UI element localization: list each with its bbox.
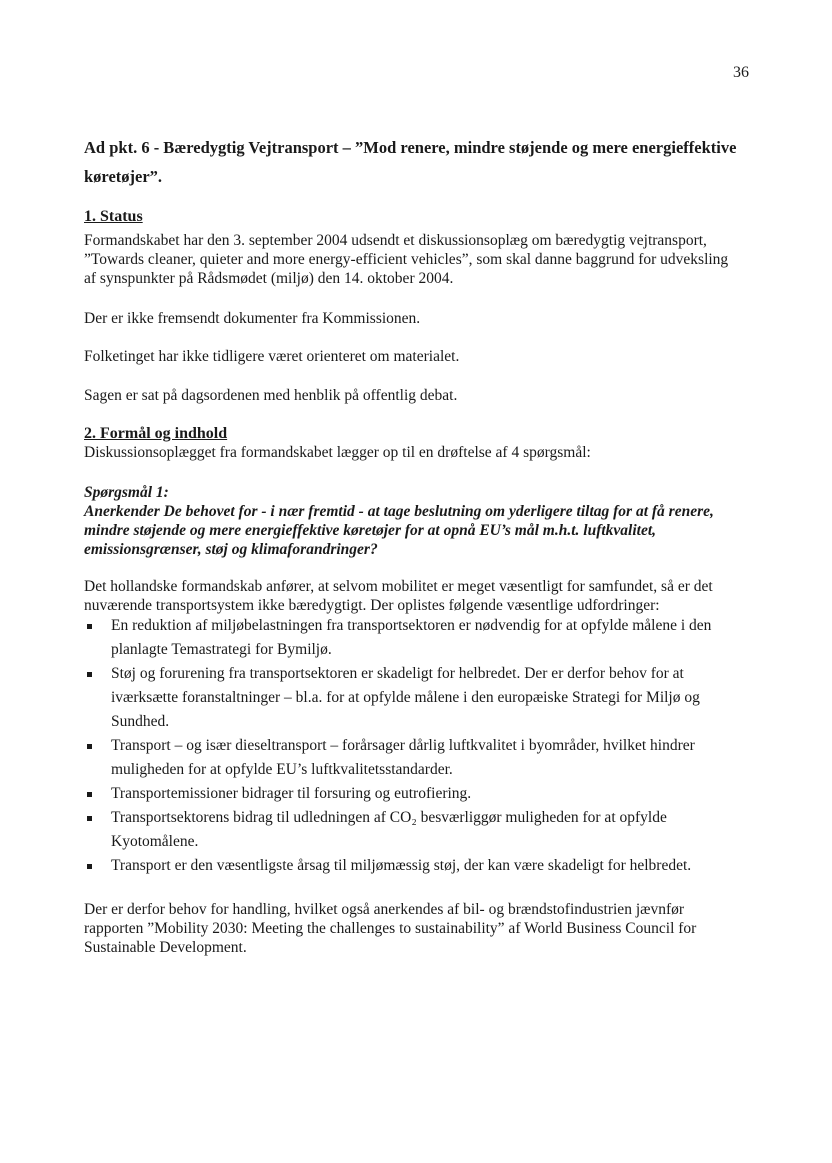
- purpose-intro: Diskussionsoplægget fra formandskabet lægger op til en drøftelse af 4 spørgsmål:: [84, 444, 591, 461]
- bullet-icon: [87, 744, 92, 749]
- bullet-icon: [87, 816, 92, 821]
- agenda-item-title: Ad pkt. 6 - Bæredygtig Vejtransport – ”Mod renere, mindre støjende og mere energieffektive køretøjer”.: [84, 138, 737, 186]
- list-item: Støj og forurening fra transportsektoren er skadeligt for helbredet. Der er derfor behov for at iværksætte foranstaltninger – bl.a. for at opfylde målene i den europæiske Strategi for Miljø og Sundhed.: [84, 662, 754, 734]
- list-item: En reduktion af miljøbelastningen fra transportsektoren er nødvendig for at opfylde målene i den planlagte Temastrategi for Bymiljø.: [84, 614, 754, 662]
- status-paragraph-3: Folketinget har ikke tidligere været orienteret om materialet.: [84, 348, 460, 365]
- list-item: Transportsektorens bidrag til udledningen af CO₂ besværliggør muligheden for at opfylde Kyotomålene.: [84, 806, 754, 854]
- challenges-intro: Det hollandske formandskab anfører, at selvom mobilitet er meget væsentligt for samfundet, så er det nuværende transportsystem ikke bæredygtigt. Der oplistes følgende væsentlige udfordringer:: [84, 578, 713, 614]
- question-label: Spørgsmål 1:: [84, 484, 169, 501]
- question-text: Anerkender De behovet for - i nær fremtid - at tage beslutning om yderligere tiltag for at få renere, mindre støjende og mere energieffektive køretøjer for at opnå EU’s mål m.h.t. luftkvalitet, emissionsgrænser, støj og klimaforandringer?: [84, 503, 714, 558]
- section-heading-purpose: 2. Formål og indhold: [84, 425, 228, 442]
- status-paragraph-2: Der er ikke fremsendt dokumenter fra Kommissionen.: [84, 310, 421, 327]
- list-item: Transport – og især dieseltransport – forårsager dårlig luftkvalitet i byområder, hvilket hindrer muligheden for at opfylde EU’s luftkvalitetsstandarder.: [84, 734, 754, 782]
- page-number: 36: [733, 64, 749, 81]
- bullet-icon: [87, 672, 92, 677]
- bullet-icon: [87, 792, 92, 797]
- bullet-icon: [87, 864, 92, 869]
- status-paragraph-4: Sagen er sat på dagsordenen med henblik på offentlig debat.: [84, 387, 458, 404]
- closing-paragraph: Der er derfor behov for handling, hvilket også anerkendes af bil- og brændstofindustrien jævnfør rapporten ”Mobility 2030: Meeting the challenges to sustainability” af World Business Council for Sustainable Development.: [84, 901, 697, 956]
- challenges-list: [84, 614, 754, 878]
- status-paragraph-1: Formandskabet har den 3. september 2004 udsendt et diskussionsoplæg om bæredygtig vejtransport, ”Towards cleaner, quieter and more energy-efficient vehicles”, som skal danne baggrund for udveksling af synspunkter på Rådsmødet (miljø) den 14. oktober 2004.: [84, 232, 729, 287]
- section-heading-status: 1. Status: [84, 208, 143, 225]
- list-item: Transport er den væsentligste årsag til miljømæssig støj, der kan være skadeligt for helbredet.: [84, 854, 754, 878]
- list-item: Transportemissioner bidrager til forsuring og eutrofiering.: [84, 782, 754, 806]
- bullet-icon: [87, 624, 92, 629]
